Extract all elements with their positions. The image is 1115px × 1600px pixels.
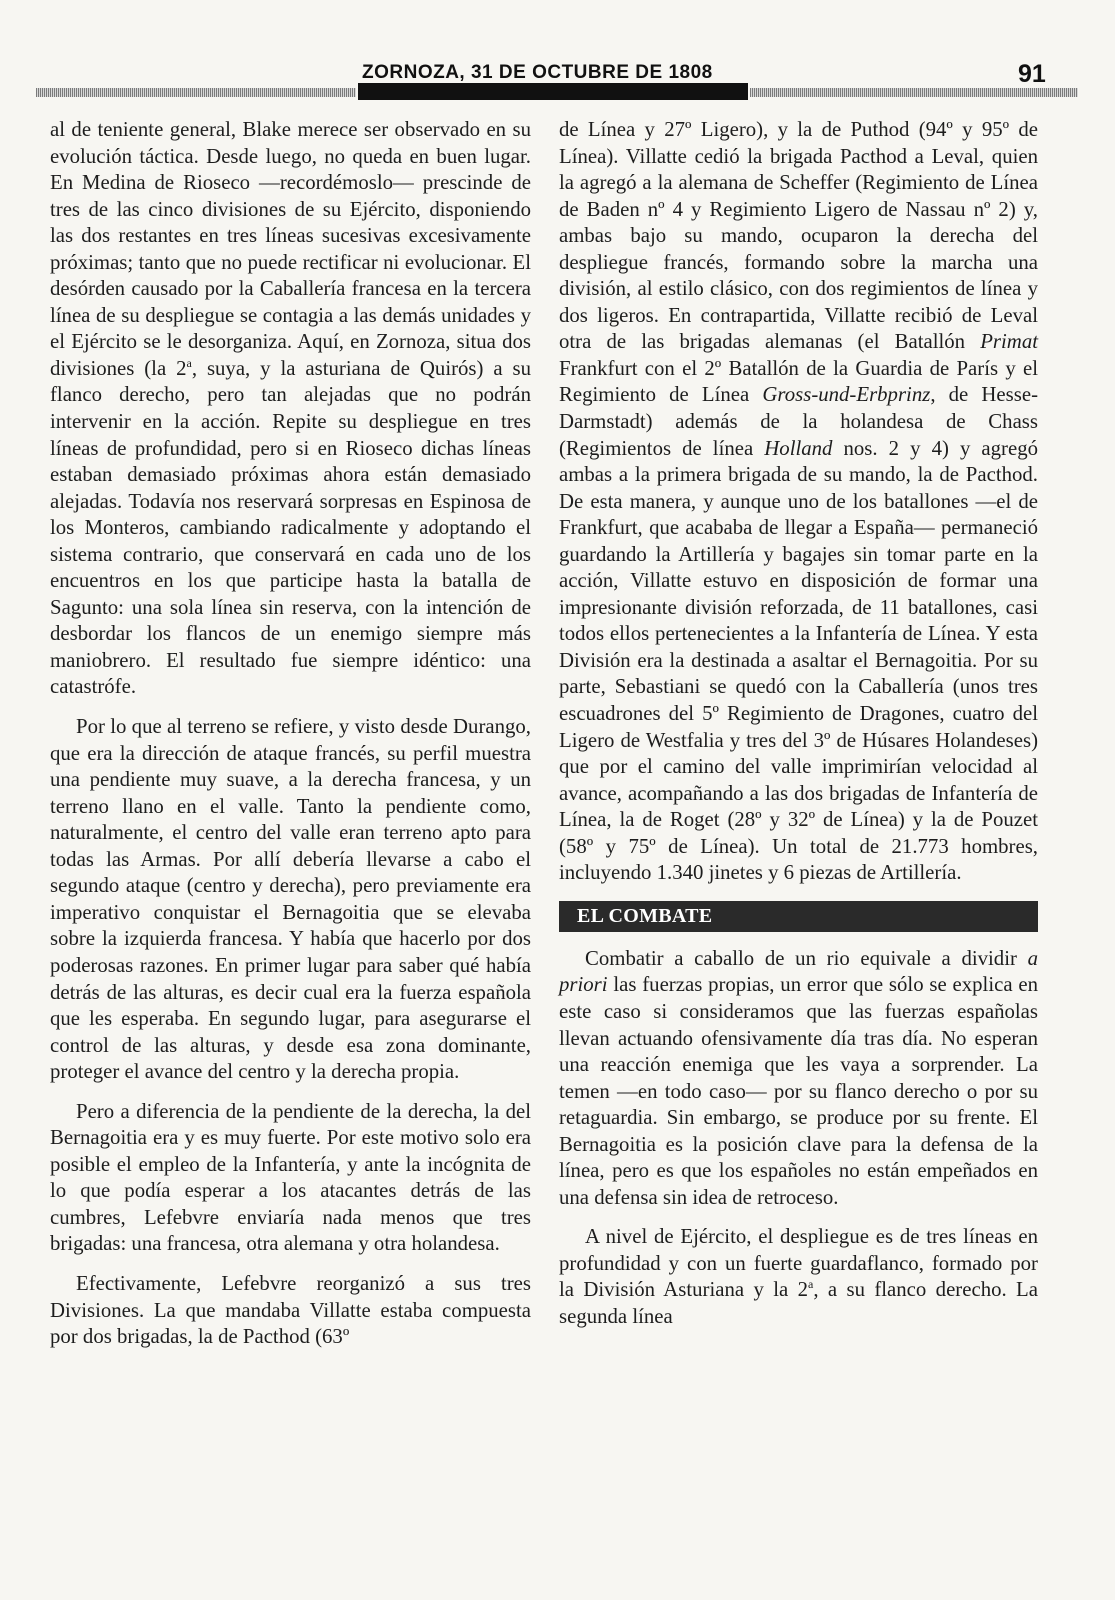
section-heading: EL COMBATE xyxy=(559,901,1038,932)
header-rule-right xyxy=(750,88,1078,97)
page-number: 91 xyxy=(1018,60,1046,88)
running-header xyxy=(0,0,1115,110)
paragraph: de Línea y 27º Ligero), y la de Puthod (94º y 95º de Línea). Villatte cedió la brigada Pacthod a Leval, quien la agregó a la alemana de Scheffer (Regimiento de Línea de Baden nº 4 y Regimiento Ligero de Nassau nº 2) y, ambas bajo su mando, ocuparon la derecha del despliegue francés, formando sobre la marcha una división, al estilo clásico, con dos regimientos de línea y dos ligeros. En contrapartida, Villatte recibió de Leval otra de las brigadas alemanas (el Batallón Primat Frankfurt con el 2º Batallón de la Guardia de París y el Regimiento de Línea Gross-und-Erbprinz, de Hesse-Darmstadt) además de la holandesa de Chass (Regimientos de línea Holland nos. 2 y 4) y agregó ambas a la primera brigada de su mando, la de Pacthod. De esta manera, y aunque uno de los batallones —el de Frankfurt, que acababa de llegar a España— permaneció guardando la Artillería y bagajes sin tomar parte en la acción, Villatte estuvo en disposición de formar una impresionante división reforzada, de 11 batallones, casi todos ellos pertenecientes a la Infantería de Línea. Y esta División era la destinada a asaltar el Bernagoitia. Por su parte, Sebastiani se quedó con la Caballería (unos tres escuadrones del 5º Regimiento de Dragones, cuatro del Ligero de Westfalia y tres del 3º de Húsares Holandeses) que por el camino del valle imprimirían velocidad al avance, acompañando a las dos brigadas de Infantería de Línea, la de Roget (28º y 32º de Línea) y la de Pouzet (58º y 75º de Línea). Un total de 21.773 hombres, incluyendo 1.340 jinetes y 6 piezas de Artillería. xyxy=(559,118,1038,885)
paragraph: Pero a diferencia de la pendiente de la derecha, la del Bernagoitia era y es muy fuerte. Por este motivo solo era posible el empleo de la Infantería, y ante la incógnita de lo que podía esperar a los atacantes detrás de las cumbres, Lefebvre enviaría nada menos que tres brigadas: una francesa, otra alemana y otra holandesa. xyxy=(50,1099,531,1256)
paragraph: A nivel de Ejército, el despliegue es de tres líneas en profundidad y con un fuerte guardaflanco, formado por la División Asturiana y la 2$^a$, a su flanco derecho. La segunda línea xyxy=(559,1225,1038,1328)
header-title: ZORNOZA, 31 DE OCTUBRE DE 1808 xyxy=(362,62,713,83)
left-column xyxy=(50,117,531,1351)
paragraph: al de teniente general, Blake merece ser observado en su evolución táctica. Desde luego, no queda en buen lugar. En Medina de Rioseco —recordémoslo— prescinde de tres de las cinco divisiones de su Ejército, disponiendo las dos restantes en tres líneas sucesivas excesivamente próximas; tanto que no puede rectificar ni evolucionar. El desórden causado por la Caballería francesa en la tercera línea de su despliegue se contagia a las demás unidades y el Ejército se le desorganiza. Aquí, en Zornoza, situa dos divisiones (la 2$^a$, suya, y la asturiana de Quirós) a su flanco derecho, pero tan alejadas que no podrán intervenir en la acción. Repite su despliegue en tres líneas de profundidad, pero si en Rioseco dichas líneas estaban demasiado próximas ahora están demasiado alejadas. Todavía nos reservará sorpresas en Espinosa de los Monteros, cambiando radicalmente y adoptando el sistema contrario, que conservará en cada uno de los encuentros en los que participe hasta la batalla de Sagunto: una sola línea sin reserva, con la intención de desbordar los flancos de un enemigo siempre más maniobrero. El resultado fue siempre idéntico: una catastrófe. xyxy=(50,118,531,699)
right-column xyxy=(559,117,1038,1331)
header-rule-left xyxy=(36,88,356,97)
paragraph: Por lo que al terreno se refiere, y visto desde Durango, que era la dirección de ataque francés, su perfil muestra una pendiente muy suave, a la derecha francesa, y un terreno llano en el valle. Tanto la pendiente como, naturalmente, el centro del valle eran terreno apto para todas las Armas. Por allí debería llevarse a cabo el segundo ataque (centro y derecha), pero previamente era imperativo conquistar el Bernagoitia que se elevaba sobre la izquierda francesa. Y había que hacerlo por dos poderosas razones. En primer lugar para saber qué había detrás de las alturas, es decir cual era la fuerza española que les esperaba. En segundo lugar, para asegurarse el control de las alturas, y desde esa zona dominante, proteger el avance del centro y la derecha propia. xyxy=(50,715,531,1084)
paragraph: Efectivamente, Lefebvre reorganizó a sus tres Divisiones. La que mandaba Villatte estaba compuesta por dos brigadas, la de Pacthod (63º xyxy=(50,1271,531,1349)
paragraph: Combatir a caballo de un rio equivale a dividir a priori las fuerzas propias, un error que sólo se explica en este caso si consideramos que las fuerzas españolas llevan actuando ofensivamente día tras día. No esperan una reacción enemiga que les vaya a sorprender. La temen —en todo caso— por su flanco derecho o por su retaguardia. Sin embargo, se produce por su frente. El Bernagoitia es la posición clave para la defensa de la línea, pero es que los españoles no están empeñados en una defensa sin idea de retroceso. xyxy=(559,946,1038,1209)
header-rule-bar xyxy=(358,83,748,100)
